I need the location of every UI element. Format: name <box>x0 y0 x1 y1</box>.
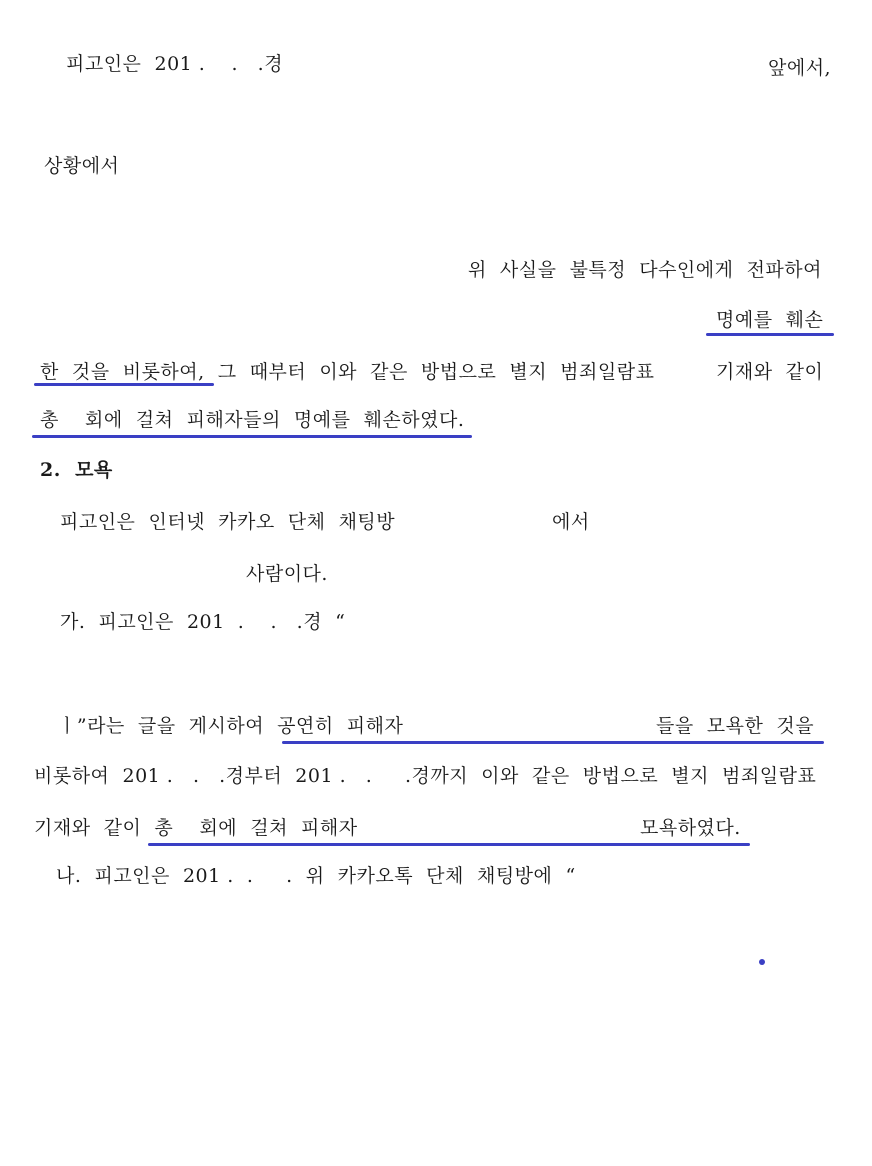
text-line: ㅣ”라는 글을 게시하여 공연히 피해자 <box>58 715 404 737</box>
text-line: 나. 피고인은 201 . . . 위 카카오톡 단체 채팅방에 “ <box>56 865 576 887</box>
text-line: 한 것을 비롯하여, 그 때부터 이와 같은 방법으로 별지 범죄일람표 <box>40 361 655 383</box>
text-line: 사람이다. <box>246 563 328 585</box>
highlight-underline <box>34 383 214 386</box>
text-line: 상황에서 <box>44 155 120 177</box>
text-line: 위 사실을 불특정 다수인에게 전파하여 <box>468 259 822 281</box>
ink-dot <box>759 959 765 965</box>
highlight-underline <box>282 741 824 744</box>
text-line: 기재와 같이 <box>716 361 824 383</box>
text-line: 피고인은 201 . . .경 <box>66 53 284 75</box>
highlight-underline <box>706 333 834 336</box>
text-line: 비롯하여 201 . . .경부터 201 . . .경까지 이와 같은 방법으로 별지 범죄일람표 <box>34 765 817 787</box>
section-heading: 2. 모욕 <box>40 459 113 481</box>
highlight-underline <box>148 843 750 846</box>
text-line: 앞에서, <box>768 57 832 79</box>
text-line: 들을 모욕한 것을 <box>656 715 815 737</box>
text-line: 총 회에 걸쳐 피해자들의 명예를 훼손하였다. <box>40 409 465 431</box>
text-line: 피고인은 인터넷 카카오 단체 채팅방 <box>60 511 396 533</box>
text-line: 명예를 훼손 <box>716 309 824 331</box>
highlight-underline <box>32 435 472 438</box>
text-line: 기재와 같이 총 회에 걸쳐 피해자 <box>34 817 358 839</box>
text-line: 에서 <box>552 511 590 533</box>
text-line: 가. 피고인은 201 . . .경 “ <box>60 611 346 633</box>
text-line: 모욕하였다. <box>640 817 741 839</box>
